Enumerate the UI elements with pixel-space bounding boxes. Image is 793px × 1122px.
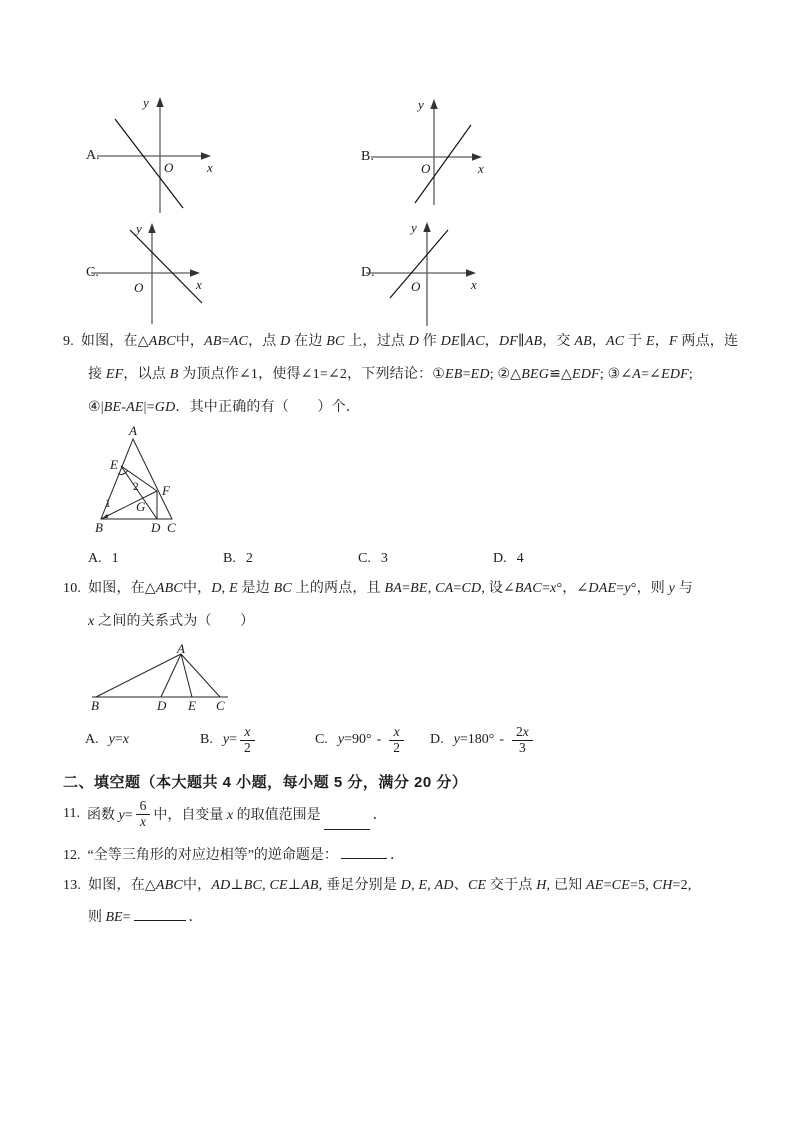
vertex-a-label: A (129, 423, 137, 438)
vertex-f-label: F (162, 483, 170, 498)
x-axis-label: x (207, 160, 213, 175)
question-9-number: 9. (63, 334, 74, 349)
y-axis-label: y (411, 220, 417, 235)
x-axis-arrow-icon (201, 152, 211, 160)
question-13-line-1 (63, 875, 692, 897)
graph-option-c (88, 218, 210, 328)
vertex-d-label: D (151, 520, 161, 535)
q9-option-c: C. 3 (358, 551, 388, 566)
vertex-a-label: A (177, 641, 185, 656)
question-12: 12. “全等三角形的对应边相等”的逆命题是： ． (63, 843, 404, 867)
vertex-c-label: C (216, 698, 225, 713)
question-9-line-2: 接 EF，以点 B 为顶点作∠1，使得∠1=∠2，下列结论：①EB=ED; ②△BEG≌△EDF; ③∠A=∠EDF; (88, 367, 694, 382)
angle-1-label: 1 (105, 498, 111, 510)
x-axis-label: x (478, 161, 484, 176)
answer-blank (134, 905, 186, 921)
question-10-line-1 (63, 578, 693, 600)
graph-option-d-label: D. (361, 265, 375, 280)
answer-blank (341, 843, 387, 859)
question-9-line-1 (63, 331, 738, 353)
y-axis-arrow-icon (148, 223, 155, 233)
y-axis-arrow-icon (156, 97, 163, 107)
q9-option-d: D. 4 (493, 551, 524, 566)
graph-option-a-label: A. (86, 148, 100, 163)
q10-option-b: B. y= $\frac{x}{2}$ (200, 721, 258, 759)
fraction: $\frac{x}{2}$ (240, 725, 255, 756)
y-axis-label: y (143, 95, 149, 110)
point-g-label: G (136, 499, 146, 514)
question-13-text: 如图，在△ABC中，AD⊥BC, CE⊥AB, 垂足分别是 D, E, AD、CE 交于点 H, 已知 AE=CE=5, CH=2, (88, 878, 692, 893)
y-axis-label: y (418, 97, 424, 112)
vertex-b-label: B (91, 698, 99, 713)
q10-option-a: A. y=x (85, 732, 129, 747)
q9-option-a: A. 1 (88, 551, 119, 566)
question-10-figure (88, 641, 238, 714)
y-axis-label: y (136, 221, 142, 236)
fraction: $\frac{6}{x}$ (136, 799, 151, 830)
question-9-figure (88, 424, 198, 542)
fraction: $\frac{x}{2}$ (389, 725, 404, 756)
x-axis-label: x (196, 277, 202, 292)
graph-option-c-label: C. (86, 265, 99, 280)
vertex-b-label: B (95, 520, 103, 535)
question-10-text: 如图，在△ABC中，D, E 是边 BC 上的两点，且 BA=BE, CA=CD, 设∠BAC=x°，∠DAE=y°，则 y 与 (88, 581, 693, 596)
q10-option-d: D. y=180° - $\frac{2x}{3}$ (430, 721, 536, 759)
answer-blank (324, 814, 370, 830)
origin-label: O (164, 160, 174, 175)
q10-option-c: C. y=90° - $\frac{x}{2}$ (315, 721, 407, 759)
vertex-c-label: C (167, 520, 176, 535)
graph-option-b-label: B. (361, 149, 374, 164)
question-12-number: 12. (63, 848, 81, 863)
x-axis-label: x (471, 277, 477, 292)
origin-label: O (421, 161, 431, 176)
origin-label: O (134, 280, 144, 295)
x-axis-arrow-icon (466, 269, 476, 277)
q9-option-b: B. 2 (223, 551, 253, 566)
fraction: $\frac{2x}{3}$ (512, 725, 533, 756)
y-axis-arrow-icon (423, 222, 430, 232)
angle-2-label: 2 (133, 481, 139, 493)
question-10-line-2: x 之间的关系式为（ ） (88, 614, 255, 629)
question-13-number: 13. (63, 878, 82, 893)
vertex-d-label: D (157, 698, 167, 713)
segment-ab (96, 654, 181, 697)
question-10-number: 10. (63, 581, 82, 596)
graph-option-b (368, 93, 490, 211)
origin-label: O (411, 279, 421, 294)
graph-option-a (95, 93, 220, 215)
question-13-line-2: 则 BE= ． (88, 905, 203, 929)
graph-option-d (363, 218, 485, 330)
question-9-text: 如图，在△ABC中，AB=AC，点 D 在边 BC 上，过点 D 作 DE∥AC，DF∥AB，交 AB，AC 于 E，F 两点，连 (80, 334, 739, 349)
x-axis-arrow-icon (190, 269, 200, 277)
question-9-line-3: ④|BE-AE|=GD．其中正确的有（ ）个． (88, 400, 361, 415)
x-axis-arrow-icon (472, 153, 482, 161)
question-11: 11. 函数 y= $\frac{6}{x}$ 中，自变量 x 的取值范围是 ． (63, 797, 387, 829)
question-11-number: 11. (63, 806, 80, 821)
segment-ad (161, 654, 181, 697)
segment-ef (121, 466, 157, 491)
y-axis-arrow-icon (430, 99, 437, 109)
section-2-title: 二、填空题（本大题共 4 小题，每小题 5 分，满分 20 分） (63, 774, 468, 791)
vertex-e-label: E (110, 457, 118, 472)
vertex-e-label: E (188, 698, 196, 713)
